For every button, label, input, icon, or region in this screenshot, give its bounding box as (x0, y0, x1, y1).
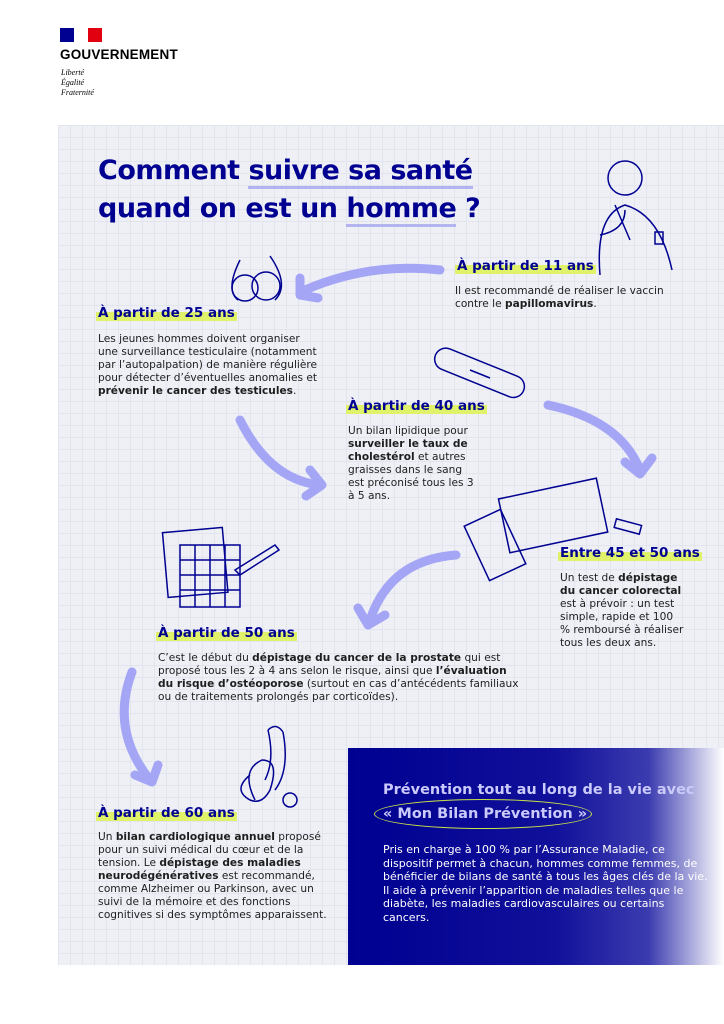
body-text: et autres graisses dans le sang est préconisé tous les 3 à 5 ans. (348, 451, 474, 502)
body-25-ans (98, 333, 323, 398)
heading-11-ans: À partir de 11 ans (457, 258, 594, 274)
heading-45-50-ans: Entre 45 et 50 ans (560, 545, 700, 561)
body-11-ans (455, 285, 685, 311)
title-text: ? (456, 193, 481, 224)
bold-text: dépistage du cancer de la prostate (252, 652, 462, 664)
calendar-icon (162, 527, 279, 607)
heading-25-ans: À partir de 25 ans (98, 305, 235, 321)
envelope-kit-icon (464, 478, 641, 580)
bold-text: bilan cardiologique annuel (115, 831, 275, 843)
body-text: Les jeunes hommes doivent organiser une surveillance testiculaire (notamment par l’autopalpation) de manière régulière pour détecter d’éventuelles anomalies et (98, 333, 318, 384)
prevention-heading-line1: Prévention tout au long de la vie avec (383, 782, 695, 798)
body-text: . (593, 298, 597, 310)
heading-40-ans: À partir de 40 ans (348, 398, 485, 414)
bold-text: dépistage du cancer colorectal (560, 572, 682, 597)
title-underlined-text: suivre sa santé (248, 155, 472, 189)
body-text: proposé pour un suivi médical du cœur et de la tension. Le (98, 831, 321, 869)
body-text: . (292, 385, 297, 397)
body-text: Un (98, 831, 116, 843)
title-text: Comment (98, 155, 249, 186)
body-text: Un bilan lipidique pour (348, 425, 468, 437)
body-text: qui est proposé tous les 2 à 4 ans selon le risque, ainsi que (158, 652, 501, 677)
title-text: quand on est un (98, 193, 347, 224)
body-60-ans (98, 831, 330, 922)
man-illustration-icon (599, 161, 672, 275)
body-text: Il est recommandé de réaliser le vaccin contre le (455, 285, 664, 310)
body-40-ans (348, 425, 476, 503)
prevention-heading (383, 778, 695, 826)
body-45-50-ans (560, 572, 685, 650)
motto-fraternite: Fraternité (61, 88, 94, 97)
arrow-25-to-40 (240, 420, 320, 485)
stethoscope-icon (241, 726, 297, 807)
bold-text: prévenir le cancer des testicules (98, 385, 293, 397)
motto-egalite: Égalité (61, 78, 85, 87)
bold-text: dépistage des maladies neurodégénératives (98, 857, 301, 882)
arrow-11-to-25 (305, 268, 440, 290)
body-text: C’est le début du (158, 652, 253, 664)
heading-50-ans: À partir de 50 ans (158, 625, 295, 641)
arrow-45-to-50 (370, 555, 456, 620)
prevention-body: Pris en charge à 100 % par l’Assurance Maladie, ce dispositif permet à chacun, hommes comme femmes, de bénéficier de bilans de santé à tous les âges clés de la vie. Il aide à prévenir l’apparition de maladies telles que le diabète, les maladies cardiovasculaires ou certains cancers. (383, 843, 708, 924)
prevention-heading-line2: « Mon Bilan Prévention » (383, 806, 588, 822)
test-tube-icon (431, 345, 527, 401)
title-underlined-text: homme (346, 193, 456, 227)
bold-text: surveiller le taux de cholestérol (348, 438, 468, 463)
bold-text: l’évaluation du risque d’ostéoporose (158, 665, 507, 690)
government-logo-text: GOUVERNEMENT (60, 47, 178, 62)
bold-text: papillomavirus (505, 298, 594, 310)
body-text: Un test de (560, 572, 619, 584)
body-50-ans (158, 652, 523, 704)
page-title (98, 152, 480, 228)
body-text: est recommandé, comme Alzheimer ou Parkinson, avec un suivi de la mémoire et des fonctions cognitives si des symptômes apparaissent. (98, 870, 327, 921)
testicles-icon (232, 256, 281, 301)
body-text: est à prévoir : un test simple, rapide et 100 % remboursé à réaliser tous les deux ans. (560, 598, 684, 649)
motto-liberte: Liberté (61, 68, 85, 77)
arrow-50-to-60 (124, 672, 150, 780)
body-text: (surtout en cas d’antécédents familiaux ou de traitements prolongés par corticoïdes). (158, 678, 519, 703)
heading-60-ans: À partir de 60 ans (98, 805, 235, 821)
